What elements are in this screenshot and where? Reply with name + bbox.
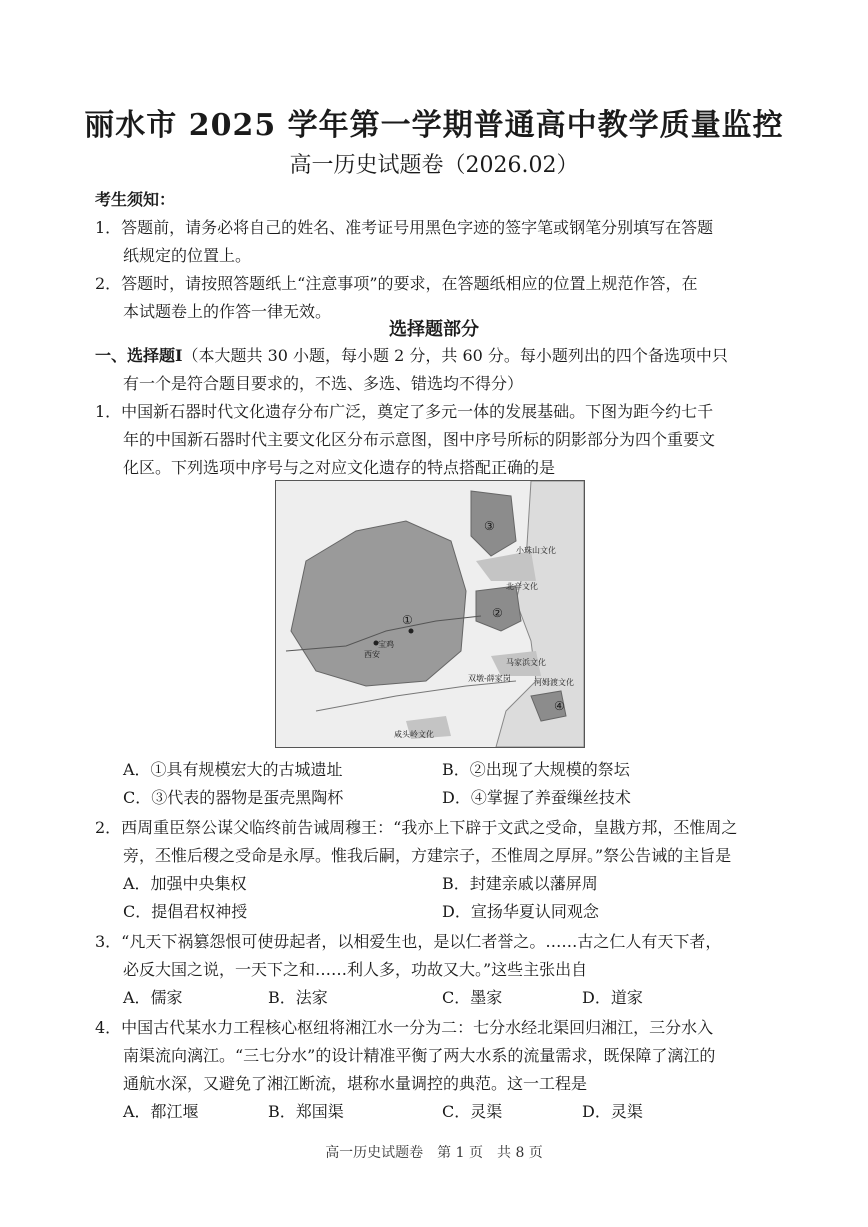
section-heading-label: 一、选择题Ⅰ: [95, 346, 183, 365]
question-3-option-c: C．墨家: [442, 988, 503, 1007]
question-4-line-1: 4．中国古代某水力工程核心枢纽将湘江水一分为二：七分水经北渠回归湘江，三分水入: [95, 1018, 714, 1037]
map-marker-1: ①: [402, 613, 413, 627]
question-1-line-1: 1．中国新石器时代文化遗存分布广泛，奠定了多元一体的发展基础。下图为距今约七千: [95, 402, 714, 421]
question-4-line-2: 南渠流向漓江。“三七分水”的设计精准平衡了两大水系的流量需求，既保障了漓江的: [123, 1046, 716, 1065]
question-1-line-2: 年的中国新石器时代主要文化区分布示意图，图中序号所标的阴影部分为四个重要文: [123, 430, 716, 449]
map-marker-3: ③: [484, 519, 495, 533]
question-3-option-a: A．儒家: [123, 988, 183, 1007]
question-3-option-d: D．道家: [582, 988, 643, 1007]
question-1-line-3: 化区。下列选项中序号与之对应文化遗存的特点搭配正确的是: [123, 458, 556, 477]
map-marker-4: ④: [554, 699, 565, 713]
map-marker-2: ②: [492, 606, 503, 620]
question-1-option-a: A．①具有规模宏大的古城遗址: [123, 760, 343, 779]
map-label-shuangdun: 双墩-薛家岗: [468, 674, 511, 683]
section-title: 选择题部分: [389, 319, 479, 340]
question-4-option-d: D．灵渠: [582, 1102, 643, 1121]
question-3-line-1: 3．“凡天下祸篡怨恨可使毋起者，以相爱生也，是以仁者誉之。……古之仁人有天下者，: [95, 932, 722, 951]
question-3-option-b: B．法家: [268, 988, 328, 1007]
map-label-hemudu: 河姆渡文化: [534, 678, 574, 687]
notice-item-1-line-2: 纸规定的位置上。: [123, 246, 252, 265]
question-2-option-a: A．加强中央集权: [123, 874, 247, 893]
question-2-option-b: B．封建亲戚以藩屏周: [442, 874, 598, 893]
notice-item-2-line-1: 2．答题时，请按照答题纸上“注意事项”的要求，在答题纸相应的位置上规范作答，在: [95, 274, 698, 293]
page-title: 丽水市 2025 学年第一学期普通高中教学质量监控: [84, 108, 784, 143]
question-1-option-c: C．③代表的器物是蛋壳黑陶杯: [123, 788, 344, 807]
section-heading-line-2: 有一个是符合题目要求的，不选、多选、错选均不得分）: [123, 374, 524, 393]
page-footer: 高一历史试题卷 第 1 页 共 8 页: [325, 1145, 543, 1161]
notice-item-2-line-2: 本试题卷上的作答一律无效。: [123, 302, 332, 321]
page-subtitle: 高一历史试题卷（2026.02）: [289, 153, 579, 178]
map-label-xiantouling: 咸头岭文化: [394, 730, 434, 739]
map-label-city-baoji: 宝鸡: [378, 640, 394, 649]
neolithic-culture-map: [275, 480, 585, 748]
notice-item-1-line-1: 1．答题前，请务必将自己的姓名、准考证号用黑色字迹的签字笔或钢笔分别填写在答题: [95, 218, 714, 237]
question-4-option-c: C．灵渠: [442, 1102, 503, 1121]
question-3-line-2: 必反大国之说，一天下之和……利人多，功故又大。”这些主张出自: [123, 960, 588, 979]
map-label-city-xian: 西安: [364, 650, 380, 659]
question-2-line-2: 旁，丕惟后稷之受命是永厚。惟我后嗣，方建宗子，丕惟周之厚屏。”祭公告诫的主旨是: [123, 846, 732, 865]
question-4-option-b: B．郑国渠: [268, 1102, 344, 1121]
question-2-option-c: C．提倡君权神授: [123, 902, 248, 921]
question-4-line-3: 通航水深，又避免了湘江断流，堪称水量调控的典范。这一工程是: [123, 1074, 588, 1093]
question-1-option-d: D．④掌握了养蚕缫丝技术: [442, 788, 631, 807]
map-label-beixin: 北辛文化: [506, 582, 538, 591]
section-heading-text: （本大题共 30 小题，每小题 2 分，共 60 分。每小题列出的四个备选项中只: [182, 346, 728, 365]
question-2-line-1: 2．西周重臣祭公谋父临终前告诫周穆王：“我亦上下辟于文武之受命，皇戡方邦，丕惟周之: [95, 818, 738, 837]
question-2-option-d: D．宣扬华夏认同观念: [442, 902, 599, 921]
map-label-xiaozhushan: 小珠山文化: [516, 546, 556, 555]
notice-heading: 考生须知：: [95, 190, 176, 209]
question-1-option-b: B．②出现了大规模的祭坛: [442, 760, 630, 779]
question-4-option-a: A．都江堰: [123, 1102, 199, 1121]
map-label-majiabang: 马家浜文化: [506, 658, 546, 667]
